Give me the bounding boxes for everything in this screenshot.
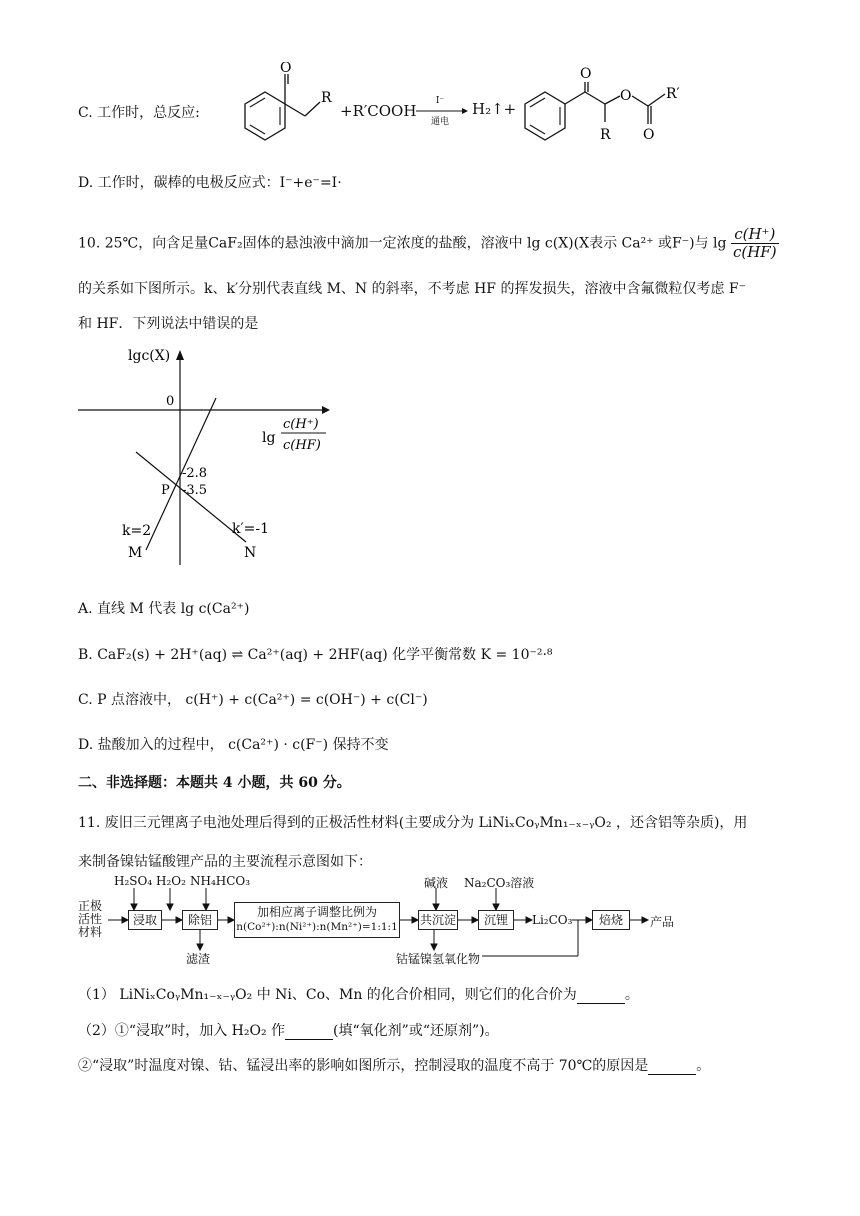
reagent-nh4hco3: NH₄HCO₃ [190, 874, 251, 888]
tick-label-1: -2.8 [182, 466, 208, 481]
arrow-condition-bottom: 通电 [430, 117, 449, 127]
q10-graph [78, 340, 358, 570]
x-axis-numerator: c(H⁺) [283, 417, 319, 432]
adjust-ratio-line1: 加相应离子调整比例为 [256, 905, 377, 919]
q11-part3-text: ②“浸取”时温度对镍、钴、锰浸出率的影响如图所示，控制浸取的温度不高于 70℃的原因是 [78, 1058, 649, 1074]
q10-stem-line1 [78, 226, 779, 261]
q11-part1-text: （1） LiNiₓCoᵧMn₁₋ₓ₋ᵧO₂ 中 Ni、Co、Mn 的化合价相同，则它们的化合价为 [78, 987, 577, 1003]
reagent-alkali: 碱液 [424, 876, 449, 890]
q10-option-a: A. 直线 M 代表 lg c(Ca²⁺) [78, 601, 250, 617]
line-n-label: N [244, 545, 257, 561]
svg-text:R: R [321, 90, 332, 106]
svg-text:O: O [620, 88, 632, 104]
origin-label: 0 [166, 394, 175, 409]
step-lithium-precipitation: 沉锂 [478, 910, 514, 930]
product-h2: H₂↑+ [472, 100, 517, 118]
line-m-label: M [128, 545, 143, 561]
slope-m-label: k=2 [122, 523, 152, 539]
step-calcination: 焙烧 [592, 910, 630, 930]
x-axis-denominator: c(HF) [283, 438, 321, 453]
point-p-label: P [161, 483, 170, 498]
q10-stem-line3: 和 HF．下列说法中错误的是 [78, 316, 259, 332]
q9-option-c-label: C. 工作时，总反应: [78, 105, 200, 121]
reagent-h2so4: H₂SO₄ [114, 874, 153, 888]
svg-text:O: O [280, 62, 292, 76]
q11-stem-line2: 来制备镍钴锰酸锂产品的主要流程示意图如下： [78, 854, 372, 870]
answer-blank-2[interactable] [285, 1025, 333, 1040]
section-heading: 二、非选择题：本题共 4 小题，共 60 分。 [78, 775, 351, 791]
input-line-2: 活性 [78, 912, 103, 926]
fraction-numerator: c(H⁺) [731, 226, 779, 244]
x-axis-lg: lg [262, 430, 276, 446]
step-coprecipitation: 共沉淀 [418, 910, 458, 930]
fraction-denominator: c(HF) [732, 243, 777, 261]
product-ester-structure [520, 62, 700, 152]
q10-option-b: B. CaF₂(s) + 2H⁺(aq) ⇌ Ca²⁺(aq) + 2HF(aq) 化学平衡常数 K = 10⁻²·⁸ [78, 647, 553, 663]
li2co3-label: Li₂CO₃ [532, 913, 573, 927]
q10-option-c: C. P 点溶液中， c(H⁺) + c(Ca²⁺) = c(OH⁻) + c(Cl⁻) [78, 692, 428, 708]
arrow-condition-top: I⁻ [435, 96, 445, 106]
svg-text:R′: R′ [666, 86, 680, 102]
q10-stem-text: 10. 25℃，向含足量CaF₂固体的悬浊液中滴加一定浓度的盐酸，溶液中 lg c(X)(X表示 Ca²⁺ 或F⁻)与 lg [78, 235, 727, 252]
y-axis-label: lgc(X) [128, 348, 171, 364]
process-flowchart [78, 870, 698, 970]
product-label: 产品 [650, 915, 675, 929]
reactant-acid: +R′COOH [340, 102, 417, 120]
input-line-3: 材料 [78, 925, 103, 939]
reagent-na2co3: Na₂CO₃溶液 [464, 876, 535, 890]
answer-blank-3[interactable] [648, 1060, 696, 1075]
reactant-ketone-structure [210, 62, 340, 152]
filter-residue: 滤渣 [186, 952, 211, 966]
step-adjust-ratio [234, 902, 400, 938]
input-material [78, 900, 102, 939]
reagent-h2o2: H₂O₂ [156, 874, 186, 888]
slope-n-label: k′=-1 [232, 521, 270, 537]
q11-part2 [78, 1020, 499, 1040]
q9-option-d: D. 工作时，碳棒的电极反应式：I⁻+e⁻=I· [78, 175, 342, 191]
q11-part3 [78, 1055, 710, 1075]
q10-stem-fraction [731, 226, 779, 261]
svg-text:R: R [600, 127, 611, 143]
hydroxide-label: 钴锰镍氢氧化物 [396, 952, 481, 966]
adjust-ratio-line2: n(Co²⁺):n(Ni²⁺):n(Mn²⁺)=1:1:1 [236, 921, 398, 933]
q10-stem-line2: 的关系如下图所示。k、k′分别代表直线 M、N 的斜率，不考虑 HF 的挥发损失，溶液中含氟微粒仅考虑 F⁻ [78, 281, 747, 297]
q10-option-d: D. 盐酸加入的过程中， c(Ca²⁺) · c(F⁻) 保持不变 [78, 737, 389, 753]
svg-text:O: O [643, 127, 655, 143]
answer-blank-1[interactable] [577, 989, 625, 1004]
svg-text:O: O [580, 66, 592, 82]
q11-part2-end: (填“氧化剂”或“还原剂”)。 [333, 1023, 499, 1039]
input-line-1: 正极 [78, 899, 103, 913]
q11-part3-end: 。 [696, 1058, 711, 1074]
q11-part1-end: 。 [624, 987, 639, 1003]
tick-label-2: -3.5 [182, 483, 208, 498]
step-leaching: 浸取 [128, 910, 162, 930]
q11-stem-line1: 11. 废旧三元锂离子电池处理后得到的正极活性材料(主要成分为 LiNiₓCoᵧMn₁₋ₓ₋ᵧO₂ ，还含铝等杂质)，用 [78, 815, 748, 831]
step-remove-aluminum: 除铝 [182, 910, 218, 930]
q11-part1 [78, 984, 639, 1004]
q11-part2-text: （2）①“浸取”时，加入 H₂O₂ 作 [78, 1023, 286, 1039]
